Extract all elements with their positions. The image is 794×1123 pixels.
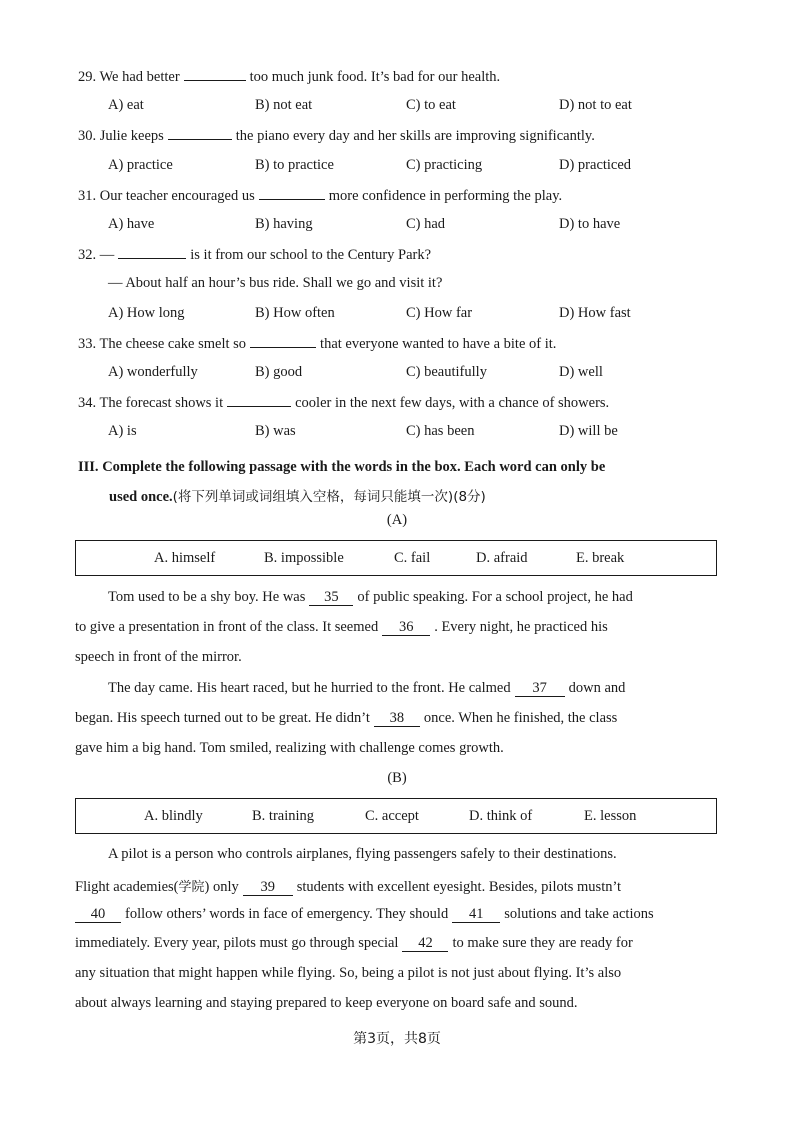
passage-text: follow others’ words in face of emergency. They should	[125, 906, 449, 922]
word-option: D. afraid	[476, 550, 528, 566]
option-b[interactable]: B) not eat	[255, 97, 313, 113]
word-option: C. accept	[365, 808, 419, 824]
option-b[interactable]: B) having	[255, 216, 313, 232]
passage-text: solutions and take actions	[504, 906, 654, 922]
answer-blank[interactable]	[168, 127, 232, 140]
option-b[interactable]: B) How often	[255, 305, 335, 321]
question-text: The cheese cake smelt so	[99, 336, 247, 352]
question-number: 31.	[78, 188, 97, 204]
question-text: Our teacher encouraged us	[99, 188, 255, 204]
option-a[interactable]: A) wonderfully	[108, 364, 198, 380]
options-31	[108, 216, 708, 236]
options-33	[108, 364, 708, 384]
option-d[interactable]: D) well	[559, 364, 603, 380]
section-instruction: used once.	[109, 489, 173, 505]
question-number: 30.	[78, 128, 97, 144]
passage-line	[108, 680, 625, 697]
answer-blank[interactable]	[184, 68, 246, 81]
option-a[interactable]: A) have	[108, 216, 155, 232]
passage-text: to give a presentation in front of the class. It seemed	[75, 619, 379, 635]
question-30	[78, 127, 595, 145]
dialogue-reply: — About half an hour’s bus ride. Shall we go and visit it?	[108, 275, 443, 291]
passage-text: . Every night, he practiced his	[434, 619, 608, 635]
options-29	[108, 97, 708, 117]
option-d[interactable]: D) not to eat	[559, 97, 632, 113]
passage-b-label: (B)	[387, 770, 407, 786]
passage-text: Flight academies(	[75, 879, 179, 895]
passage-line	[75, 876, 621, 896]
option-c[interactable]: C) had	[406, 216, 446, 232]
option-a[interactable]: A) is	[108, 423, 137, 439]
page-number: 第3页，共8页	[353, 1031, 441, 1047]
passage-text: ) only	[204, 879, 239, 895]
passage-text: down and	[568, 680, 626, 696]
passage-line	[75, 906, 654, 923]
word-box-a	[75, 540, 717, 576]
word-option: D. think of	[469, 808, 533, 824]
passage-line	[75, 619, 608, 636]
blank-39[interactable]: 39	[243, 879, 293, 896]
option-c[interactable]: C) How far	[406, 305, 473, 321]
option-c[interactable]: C) practicing	[406, 157, 483, 173]
passage-text: Tom used to be a shy boy. He was	[108, 589, 306, 605]
passage-line: A pilot is a person who controls airplanes, flying passengers safely to their destinations.	[108, 846, 617, 862]
option-a[interactable]: A) eat	[108, 97, 144, 113]
section-instruction: Complete the following passage with the words in the box. Each word can only be	[102, 459, 606, 475]
blank-41[interactable]: 41	[452, 906, 500, 923]
passage-line	[75, 935, 633, 952]
blank-36[interactable]: 36	[382, 619, 430, 636]
question-number: 33.	[78, 336, 97, 352]
question-text: that everyone wanted to have a bite of it.	[320, 336, 557, 352]
word-option: E. break	[576, 550, 625, 566]
question-number: 32.	[78, 247, 97, 263]
question-32	[78, 246, 431, 264]
answer-blank[interactable]	[259, 187, 325, 200]
passage-text: began. His speech turned out to be great. He didn’t	[75, 710, 370, 726]
passage-text: once. When he finished, the class	[423, 710, 618, 726]
question-number: 34.	[78, 395, 97, 411]
word-option: B. training	[252, 808, 315, 824]
question-text: more confidence in performing the play.	[328, 188, 563, 204]
option-d[interactable]: D) How fast	[559, 305, 631, 321]
word-option: A. blindly	[144, 808, 203, 824]
option-d[interactable]: D) will be	[559, 423, 618, 439]
option-d[interactable]: D) practiced	[559, 157, 632, 173]
option-d[interactable]: D) to have	[559, 216, 621, 232]
section-instruction-cn: (将下列单词或词组填入空格，每词只能填一次)(8分)	[172, 489, 486, 505]
blank-40[interactable]: 40	[75, 906, 121, 923]
question-text: Julie keeps	[99, 128, 164, 144]
blank-38[interactable]: 38	[374, 710, 420, 727]
question-text: We had better	[99, 69, 180, 85]
options-32	[108, 305, 708, 325]
question-text: too much junk food. It’s bad for our health.	[249, 69, 501, 85]
question-29	[78, 68, 500, 86]
passage-text: The day came. His heart raced, but he hurried to the front. He calmed	[108, 680, 511, 696]
question-31	[78, 187, 562, 205]
passage-text: students with excellent eyesight. Besides, pilots mustn’t	[296, 879, 622, 895]
word-option: E. lesson	[584, 808, 637, 824]
blank-35[interactable]: 35	[309, 589, 353, 606]
passage-text: of public speaking. For a school project, he had	[357, 589, 633, 605]
answer-blank[interactable]	[250, 335, 316, 348]
passage-line: gave him a big hand. Tom smiled, realizing with challenge comes growth.	[75, 740, 504, 756]
question-text: is it from our school to the Century Park?	[190, 247, 432, 263]
option-b[interactable]: B) was	[255, 423, 296, 439]
option-b[interactable]: B) to practice	[255, 157, 334, 173]
word-option: A. himself	[154, 550, 216, 566]
options-34	[108, 423, 708, 443]
word-option: C. fail	[394, 550, 431, 566]
passage-line: speech in front of the mirror.	[75, 649, 242, 665]
section-heading	[78, 452, 718, 512]
question-34	[78, 394, 609, 412]
option-b[interactable]: B) good	[255, 364, 303, 380]
question-text: the piano every day and her skills are improving significantly.	[235, 128, 595, 144]
passage-line: any situation that might happen while flying. So, being a pilot is not just about flying. It’s also	[75, 965, 622, 981]
question-text: The forecast shows it	[99, 395, 224, 411]
passage-text: to make sure they are ready for	[452, 935, 633, 951]
passage-line: about always learning and staying prepared to keep everyone on board safe and sound.	[75, 995, 578, 1011]
option-a[interactable]: A) How long	[108, 305, 185, 321]
answer-blank[interactable]	[118, 246, 186, 259]
question-number: 29.	[78, 69, 97, 85]
passage-line	[75, 710, 617, 727]
option-c[interactable]: C) has been	[406, 423, 475, 439]
passage-text-cn: 学院	[178, 880, 205, 895]
question-text: —	[99, 247, 115, 263]
word-box-b	[75, 798, 717, 834]
options-30	[108, 157, 708, 177]
question-text: cooler in the next few days, with a chance of showers.	[295, 395, 610, 411]
blank-42[interactable]: 42	[402, 935, 448, 952]
question-33	[78, 335, 556, 353]
word-option: B. impossible	[264, 550, 344, 566]
option-a[interactable]: A) practice	[108, 157, 173, 173]
passage-a-label: (A)	[386, 512, 408, 528]
passage-text: immediately. Every year, pilots must go through special	[75, 935, 399, 951]
option-c[interactable]: C) to eat	[406, 97, 456, 113]
answer-blank[interactable]	[227, 394, 291, 407]
section-number: III.	[78, 459, 99, 475]
passage-line	[108, 589, 633, 606]
blank-37[interactable]: 37	[515, 680, 565, 697]
option-c[interactable]: C) beautifully	[406, 364, 487, 380]
